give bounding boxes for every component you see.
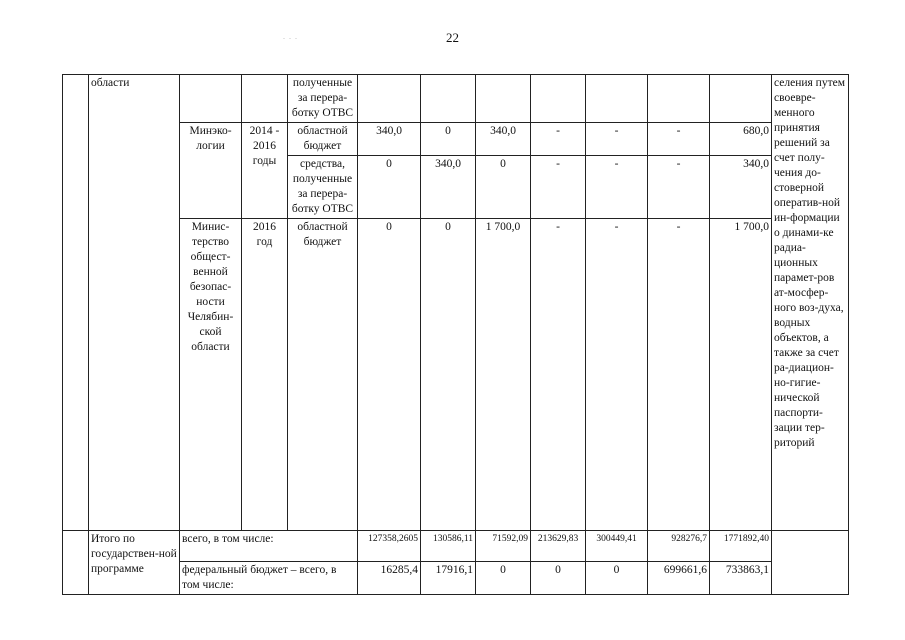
value-cell xyxy=(358,75,421,123)
value-cell: 0 xyxy=(358,219,421,531)
source-cell: областной бюджет xyxy=(288,219,358,531)
value-cell xyxy=(648,75,710,123)
value-cell: 680,0 xyxy=(710,123,772,156)
value-cell xyxy=(476,75,531,123)
value-cell: 340,0 xyxy=(476,123,531,156)
table-row xyxy=(63,562,849,595)
source-cell: средства, полученные за перера-ботку ОТВС xyxy=(288,156,358,219)
value-cell: 1771892,40 xyxy=(710,531,772,562)
value-cell: 0 xyxy=(586,562,648,595)
ministry-cell: Минис-терство общест-венной безопас-ности Челябин-ской области xyxy=(180,219,242,531)
value-cell: 71592,09 xyxy=(476,531,531,562)
value-cell: 0 xyxy=(476,562,531,595)
value-cell xyxy=(710,75,772,123)
value-cell: - xyxy=(586,219,648,531)
value-cell xyxy=(421,75,476,123)
source-cell: областной бюджет xyxy=(288,123,358,156)
value-cell: - xyxy=(648,123,710,156)
value-cell: 0 xyxy=(421,219,476,531)
value-cell: 340,0 xyxy=(710,156,772,219)
value-cell: - xyxy=(531,219,586,531)
result-cell xyxy=(772,531,849,595)
total-source-cell: федеральный бюджет – всего, в том числе: xyxy=(180,562,358,595)
years-cell: 2016 год xyxy=(242,219,288,531)
value-cell: 1 700,0 xyxy=(476,219,531,531)
source-cell: полученные за перера-ботку ОТВС xyxy=(288,75,358,123)
years-cell xyxy=(242,75,288,123)
page-number: 22 xyxy=(446,30,459,45)
table-row xyxy=(63,75,849,123)
value-cell xyxy=(586,75,648,123)
years-cell: 2014 - 2016 годы xyxy=(242,123,288,219)
value-cell: 130586,11 xyxy=(421,531,476,562)
table-row xyxy=(63,123,849,156)
number-cell xyxy=(63,531,89,595)
value-cell: 0 xyxy=(531,562,586,595)
value-cell xyxy=(531,75,586,123)
number-cell xyxy=(63,75,89,531)
ministry-cell: Минэко-логии xyxy=(180,123,242,219)
value-cell: 1 700,0 xyxy=(710,219,772,531)
scan-artifact: . . . xyxy=(283,32,298,41)
value-cell: 17916,1 xyxy=(421,562,476,595)
value-cell: - xyxy=(531,156,586,219)
value-cell: - xyxy=(531,123,586,156)
result-cell: селения путем своевре-менного принятия решений за счет полу-чения до-стоверной оператив-ной ин-формации о динами-ке радиа-ционных парамет-ров ат-мосфер-ного воз-духа, водных объектов, а также за счет ра-диацион-но-гигие-нической паспорти-зации тер-риторий xyxy=(772,75,849,531)
value-cell: - xyxy=(648,219,710,531)
value-cell: 127358,2605 xyxy=(358,531,421,562)
table-row xyxy=(63,531,849,562)
value-cell: 0 xyxy=(476,156,531,219)
value-cell: - xyxy=(586,156,648,219)
table-row xyxy=(63,219,849,531)
ministry-cell xyxy=(180,75,242,123)
value-cell: 340,0 xyxy=(358,123,421,156)
value-cell: - xyxy=(586,123,648,156)
area-cell: области xyxy=(89,75,180,531)
total-label-cell: Итого по государствен-ной программе xyxy=(89,531,180,595)
total-source-cell: всего, в том числе: xyxy=(180,531,358,562)
value-cell: 300449,41 xyxy=(586,531,648,562)
value-cell: 16285,4 xyxy=(358,562,421,595)
value-cell: 340,0 xyxy=(421,156,476,219)
value-cell: - xyxy=(648,156,710,219)
program-table xyxy=(62,74,849,595)
value-cell: 733863,1 xyxy=(710,562,772,595)
value-cell: 213629,83 xyxy=(531,531,586,562)
value-cell: 0 xyxy=(421,123,476,156)
value-cell: 0 xyxy=(358,156,421,219)
value-cell: 699661,6 xyxy=(648,562,710,595)
value-cell: 928276,7 xyxy=(648,531,710,562)
